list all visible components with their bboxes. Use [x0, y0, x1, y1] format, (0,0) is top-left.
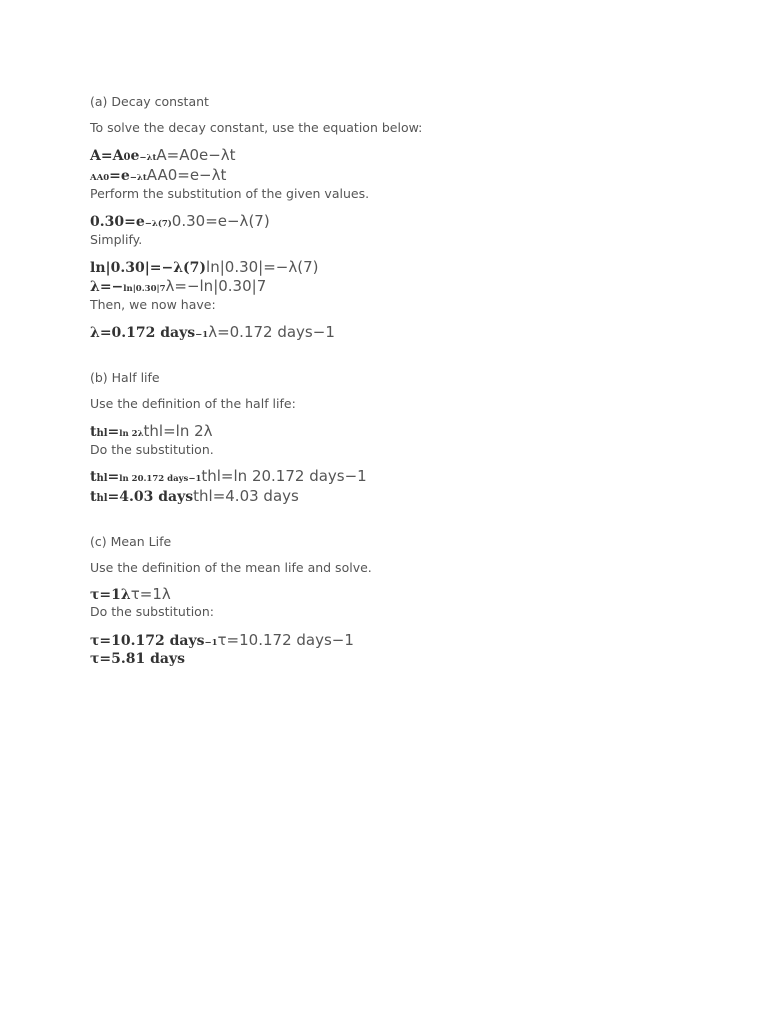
heading-mean-life: (c) Mean Life [90, 534, 172, 549]
equation-substituted [90, 212, 270, 230]
equation-math: τ=5.81 days [90, 651, 185, 667]
equation-log [90, 258, 319, 276]
equation-frac: ln|0.30|7 [123, 284, 166, 294]
equation-sub: 0 [123, 152, 131, 163]
equation-plain: τ=1λ [130, 585, 171, 603]
equation-math: t [90, 424, 97, 440]
intro-mean-life: Use the definition of the mean life and solve. [90, 560, 372, 575]
heading-half-life: (b) Half life [90, 370, 160, 385]
heading-decay-constant: (a) Decay constant [90, 94, 209, 109]
equation-math: e [130, 148, 140, 164]
equation-math: =4.03 days [107, 489, 194, 505]
equation-ratio [90, 166, 226, 184]
equation-math: τ=1λ [90, 587, 131, 603]
equation-math: 0.30=e [90, 214, 145, 230]
note-substitution: Perform the substitution of the given values. [90, 186, 370, 201]
equation-lambda-result [90, 323, 335, 341]
equation-sup: −1 [195, 330, 209, 340]
equation-plain: thl=ln 20.172 days−1 [201, 467, 367, 485]
equation-math: λ=0.172 days [90, 325, 196, 341]
equation-math: A=A [90, 148, 124, 164]
intro-half-life: Use the definition of the half life: [90, 396, 296, 411]
note-simplify: Simplify. [90, 232, 143, 247]
equation-sup: −1 [188, 474, 202, 484]
equation-plain: ln|0.30|=−λ(7) [206, 258, 319, 276]
equation-sup: −λt [139, 153, 157, 163]
equation-frac: AA0 [90, 173, 110, 183]
equation-plain: A=A0e−λt [156, 146, 236, 164]
equation-sup: −λt [129, 173, 147, 183]
equation-frac: ln 20.172 days [119, 474, 189, 484]
note-substitution: Do the substitution. [90, 442, 214, 457]
equation-sup: −λ(7) [144, 219, 172, 229]
equation-plain: 0.30=e−λ(7) [171, 212, 270, 230]
equation-sub: hl [96, 428, 108, 439]
equation-math: λ=− [90, 279, 124, 295]
equation-math: =e [109, 168, 130, 184]
equation-math: = [107, 469, 120, 485]
equation-plain: τ=10.172 days−1 [217, 631, 354, 649]
equation-sub: hl [96, 493, 108, 504]
equation-mean-life-result [90, 651, 185, 667]
equation-plain: λ=−ln|0.30|7 [165, 277, 267, 295]
equation-plain: thl=4.03 days [193, 487, 299, 505]
equation-math: t [90, 489, 97, 505]
equation-mean-life-definition [90, 585, 171, 603]
equation-plain: thl=ln 2λ [143, 422, 213, 440]
equation-plain: λ=0.172 days−1 [208, 323, 335, 341]
equation-half-life-substituted [90, 467, 367, 485]
note-substitution: Do the substitution: [90, 604, 214, 619]
equation-math: t [90, 469, 97, 485]
equation-half-life-result [90, 487, 299, 505]
equation-sup: −1 [204, 638, 218, 648]
equation-math: ln|0.30|=−λ(7) [90, 260, 207, 276]
equation-math: = [107, 424, 120, 440]
equation-frac: ln 2λ [119, 429, 144, 439]
equation-math: τ=10.172 days [90, 633, 205, 649]
equation-lambda-fraction [90, 277, 266, 295]
equation-sub: hl [96, 473, 108, 484]
intro-decay-constant: To solve the decay constant, use the equation below: [90, 120, 423, 135]
equation-mean-life-substituted [90, 631, 354, 649]
note-result: Then, we now have: [90, 297, 216, 312]
equation-decay-law [90, 146, 236, 164]
equation-half-life-definition [90, 422, 213, 440]
equation-plain: AA0=e−λt [146, 166, 227, 184]
